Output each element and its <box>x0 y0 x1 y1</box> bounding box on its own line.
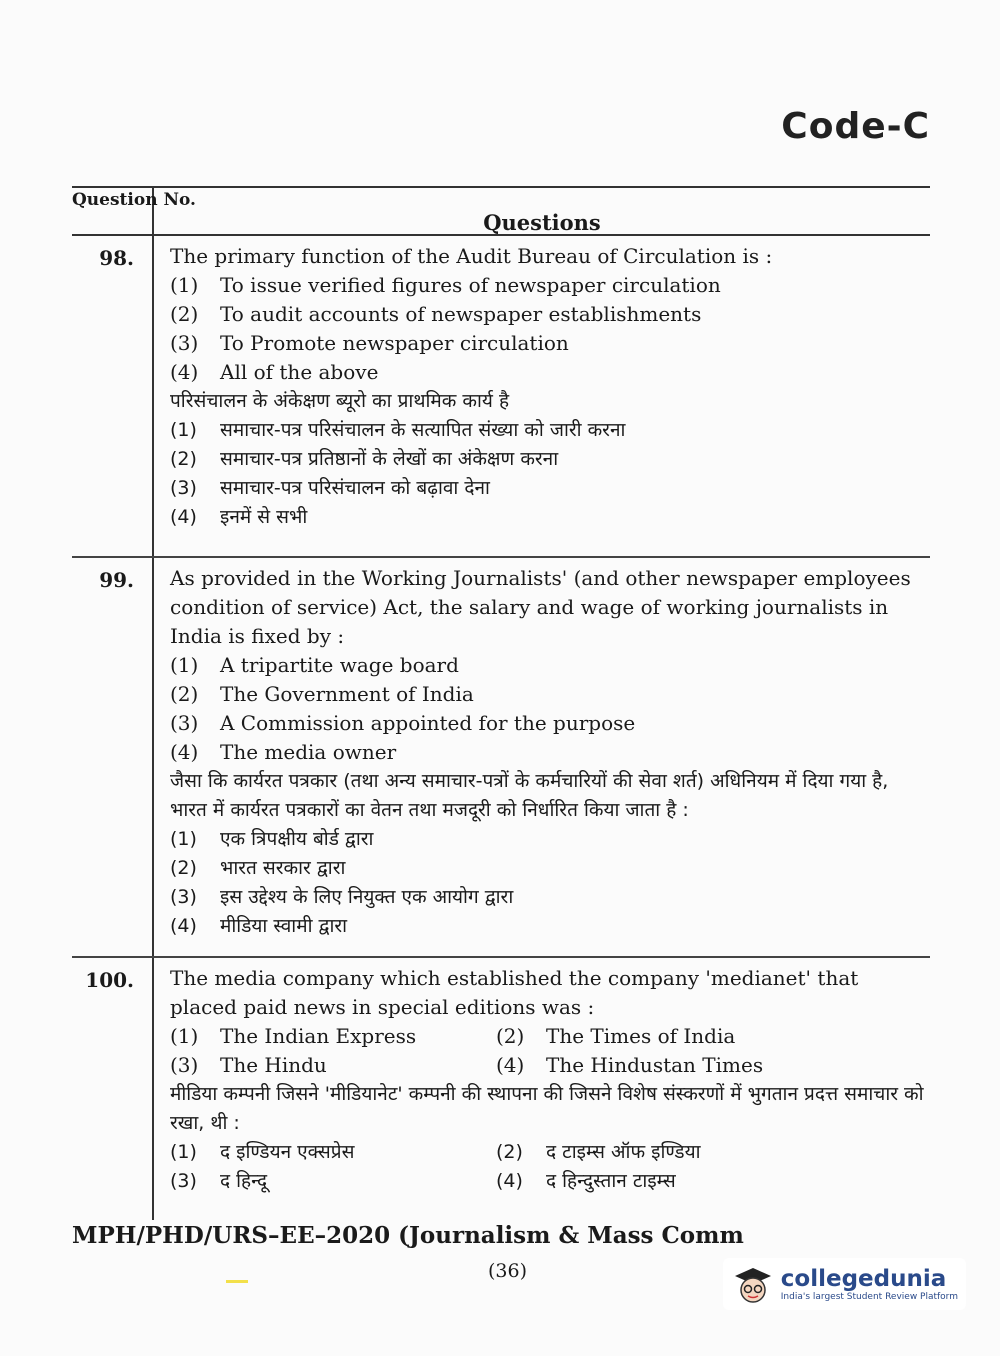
question-number: 98. <box>72 236 154 556</box>
option-hi: (2) भारत सरकार द्वारा <box>170 857 346 879</box>
code-label: Code-C <box>781 106 930 147</box>
question-number: 99. <box>72 558 154 956</box>
question-text-hi: परिसंचालन के अंकेक्षण ब्यूरो का प्राथमिक कार्य है <box>170 390 510 412</box>
option-grid-en <box>170 1022 930 1080</box>
footer-code: MPH/PHD/URS–EE–2020 (Journalism & Mass Comm <box>72 1222 744 1249</box>
option-hi: (2) द टाइम्स ऑफ इण्डिया <box>496 1141 701 1163</box>
option-en: (4) The media owner <box>170 740 397 764</box>
option-en: (4) The Hindustan Times <box>496 1053 764 1077</box>
graduate-face-icon <box>731 1262 775 1306</box>
question-row <box>72 236 930 558</box>
question-text-hi: मीडिया कम्पनी जिसने 'मीडियानेट' कम्पनी की स्थापना की जिसने विशेष संस्करणों में भुगतान प्रदत्त समाचार को रखा, थी : <box>170 1083 924 1134</box>
header-question-no: Question No. <box>72 188 154 234</box>
question-body <box>154 958 930 1220</box>
question-text-hi: जैसा कि कार्यरत पत्रकार (तथा अन्य समाचार-पत्रों के कर्मचारियों की सेवा शर्त) अधिनियम में दिया गया है, भारत में कार्यरत पत्रकारों का वेतन तथा मजदूरी को निर्धारित किया जाता है : <box>170 770 889 821</box>
option-en: (3) A Commission appointed for the purpose <box>170 711 636 735</box>
watermark-logo <box>723 1258 966 1310</box>
option-en: (1) The Indian Express <box>170 1024 417 1048</box>
option-en: (3) The Hindu <box>170 1053 327 1077</box>
watermark-tagline: India's largest Student Review Platform <box>780 1292 958 1302</box>
question-text-en: The media company which established the company 'medianet' that placed paid news in special editions was : <box>170 966 859 1019</box>
option-en: (1) To issue verified figures of newspaper circulation <box>170 273 721 297</box>
option-hi: (3) द हिन्दू <box>170 1170 268 1192</box>
option-hi: (3) समाचार-पत्र परिसंचालन को बढ़ावा देना <box>170 477 490 499</box>
table-header <box>72 186 930 236</box>
option-hi: (2) समाचार-पत्र प्रतिष्ठानों के लेखों का अंकेक्षण करना <box>170 448 559 470</box>
question-text-en: As provided in the Working Journalists' (and other newspaper employees condition of service) Act, the salary and wage of working journalists in India is fixed by : <box>170 566 911 648</box>
option-en: (3) To Promote newspaper circulation <box>170 331 569 355</box>
option-hi: (4) इनमें से सभी <box>170 506 308 528</box>
option-hi: (4) द हिन्दुस्तान टाइम्स <box>496 1170 676 1192</box>
header-questions: Questions <box>483 210 601 235</box>
option-hi: (4) मीडिया स्वामी द्वारा <box>170 915 348 937</box>
option-en: (2) The Government of India <box>170 682 474 706</box>
question-text-en: The primary function of the Audit Bureau of Circulation is : <box>170 244 773 268</box>
option-en: (2) The Times of India <box>496 1024 736 1048</box>
option-hi: (1) द इण्डियन एक्सप्रेस <box>170 1141 355 1163</box>
option-hi: (1) समाचार-पत्र परिसंचालन के सत्यापित संख्या को जारी करना <box>170 419 626 441</box>
option-grid-hi <box>170 1138 930 1196</box>
question-body <box>154 558 930 956</box>
watermark-name: collegedunia <box>780 1266 947 1292</box>
question-body <box>154 236 930 556</box>
question-table <box>72 186 930 1220</box>
option-hi: (3) इस उद्देश्य के लिए नियुक्त एक आयोग द्वारा <box>170 886 514 908</box>
page-number: (36) <box>488 1260 528 1282</box>
option-en: (4) All of the above <box>170 360 379 384</box>
question-number: 100. <box>72 958 154 1220</box>
question-row <box>72 958 930 1220</box>
option-hi: (1) एक त्रिपक्षीय बोर्ड द्वारा <box>170 828 374 850</box>
question-row <box>72 558 930 958</box>
option-en: (1) A tripartite wage board <box>170 653 459 677</box>
highlighter-mark <box>226 1280 248 1283</box>
option-en: (2) To audit accounts of newspaper establishments <box>170 302 702 326</box>
